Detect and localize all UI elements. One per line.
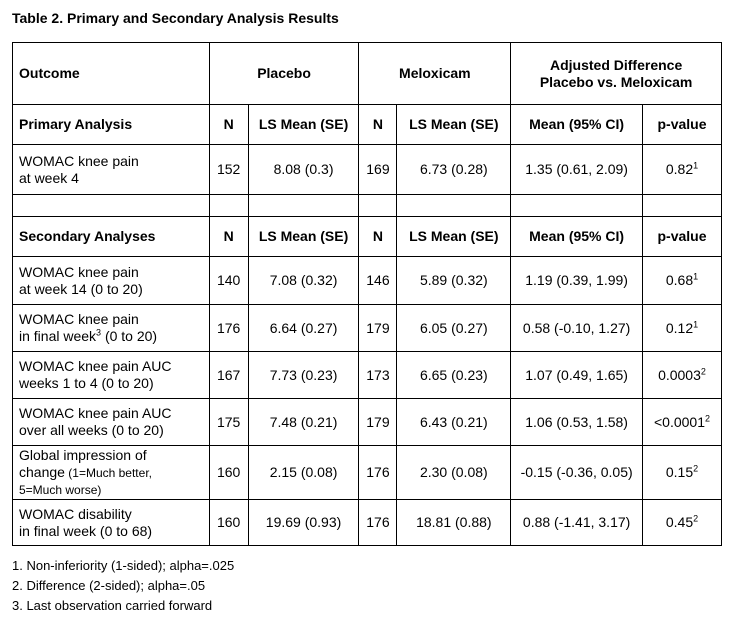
lsmean-meloxicam-cell: 6.65 (0.23) xyxy=(397,352,511,399)
n-meloxicam-cell: 179 xyxy=(359,399,397,446)
n-meloxicam-cell: 173 xyxy=(359,352,397,399)
mean-ci-cell: 0.58 (-0.10, 1.27) xyxy=(511,305,643,352)
header-row xyxy=(13,43,722,105)
lsmean-placebo-cell: 8.08 (0.3) xyxy=(248,145,359,195)
mean-ci-cell: -0.15 (-0.36, 0.05) xyxy=(511,446,643,500)
footnote: 1. Non-inferiority (1-sided); alpha=.025 xyxy=(12,558,235,573)
n-placebo-cell: 140 xyxy=(209,257,248,305)
pvalue-cell: 0.45$^2$ xyxy=(642,500,721,546)
table-row xyxy=(13,352,722,399)
table-row xyxy=(13,399,722,446)
outcome-cell: WOMAC knee pain at week 4 xyxy=(13,145,210,195)
n-placebo-cell: 152 xyxy=(209,145,248,195)
mean-ci-cell: 1.19 (0.39, 1.99) xyxy=(511,257,643,305)
pvalue-cell: 0.68$^1$ xyxy=(642,257,721,305)
table-row xyxy=(13,305,722,352)
n-placebo-cell: 160 xyxy=(209,446,248,500)
col-n-placebo: N xyxy=(209,217,248,257)
outcome-cell: WOMAC knee pain AUC weeks 1 to 4 (0 to 20) xyxy=(13,352,210,399)
pvalue-cell: 0.12$^1$ xyxy=(642,305,721,352)
col-lsmean-placebo: LS Mean (SE) xyxy=(248,217,359,257)
n-placebo-cell: 175 xyxy=(209,399,248,446)
header-meloxicam: Meloxicam xyxy=(359,43,511,105)
table-row xyxy=(13,500,722,546)
header-adjusted-line2: Placebo vs. Meloxicam xyxy=(539,73,693,90)
table-title: Table 2. Primary and Secondary Analysis Results xyxy=(12,10,339,26)
col-mean-ci: Mean (95% CI) xyxy=(511,105,643,145)
col-n-placebo: N xyxy=(209,105,248,145)
lsmean-placebo-cell: 7.73 (0.23) xyxy=(248,352,359,399)
n-placebo-cell: 167 xyxy=(209,352,248,399)
lsmean-meloxicam-cell: 6.43 (0.21) xyxy=(397,399,511,446)
col-n-meloxicam: N xyxy=(359,217,397,257)
results-table xyxy=(12,42,722,546)
lsmean-placebo-cell: 2.15 (0.08) xyxy=(248,446,359,500)
col-lsmean-meloxicam: LS Mean (SE) xyxy=(397,105,511,145)
table-row xyxy=(13,446,722,500)
n-meloxicam-cell: 179 xyxy=(359,305,397,352)
primary-analysis-label: Primary Analysis xyxy=(13,105,210,145)
col-pvalue: p-value xyxy=(642,105,721,145)
table-row xyxy=(13,257,722,305)
col-pvalue: p-value xyxy=(642,217,721,257)
pvalue-cell: 0.0003$^2$ xyxy=(642,352,721,399)
col-n-meloxicam: N xyxy=(359,105,397,145)
header-adjusted-line1: Adjusted Difference xyxy=(549,56,683,73)
header-outcome: Outcome xyxy=(13,43,210,105)
lsmean-placebo-cell: 6.64 (0.27) xyxy=(248,305,359,352)
pvalue-cell: 0.82$^1$ xyxy=(642,145,721,195)
outcome-cell: WOMAC knee pain in final week$^3$ (0 to 20) xyxy=(13,305,210,352)
lsmean-meloxicam-cell: 6.73 (0.28) xyxy=(397,145,511,195)
footnote: 3. Last observation carried forward xyxy=(12,598,213,613)
n-placebo-cell: 160 xyxy=(209,500,248,546)
footnotes xyxy=(12,556,234,616)
col-lsmean-meloxicam: LS Mean (SE) xyxy=(397,217,511,257)
lsmean-placebo-cell: 7.08 (0.32) xyxy=(248,257,359,305)
mean-ci-cell: 0.88 (-1.41, 3.17) xyxy=(511,500,643,546)
table-row xyxy=(13,145,722,195)
outcome-cell: WOMAC disability in final week (0 to 68) xyxy=(13,500,210,546)
primary-subheader-row xyxy=(13,105,722,145)
n-meloxicam-cell: 169 xyxy=(359,145,397,195)
spacer-row xyxy=(13,195,722,217)
outcome-cell: WOMAC knee pain at week 14 (0 to 20) xyxy=(13,257,210,305)
col-mean-ci: Mean (95% CI) xyxy=(511,217,643,257)
n-placebo-cell: 176 xyxy=(209,305,248,352)
lsmean-placebo-cell: 7.48 (0.21) xyxy=(248,399,359,446)
secondary-subheader-row xyxy=(13,217,722,257)
n-meloxicam-cell: 176 xyxy=(359,446,397,500)
outcome-cell: Global impression of change (1=Much better, 5=Much worse) xyxy=(13,446,210,500)
secondary-analyses-label: Secondary Analyses xyxy=(13,217,210,257)
pvalue-cell: 0.15$^2$ xyxy=(642,446,721,500)
mean-ci-cell: 1.35 (0.61, 2.09) xyxy=(511,145,643,195)
pvalue-cell: $<0.0001^2$ xyxy=(642,399,721,446)
lsmean-placebo-cell: 19.69 (0.93) xyxy=(248,500,359,546)
outcome-cell: WOMAC knee pain AUC over all weeks (0 to 20) xyxy=(13,399,210,446)
lsmean-meloxicam-cell: 5.89 (0.32) xyxy=(397,257,511,305)
lsmean-meloxicam-cell: 2.30 (0.08) xyxy=(397,446,511,500)
mean-ci-cell: 1.06 (0.53, 1.58) xyxy=(511,399,643,446)
lsmean-meloxicam-cell: 18.81 (0.88) xyxy=(397,500,511,546)
mean-ci-cell: 1.07 (0.49, 1.65) xyxy=(511,352,643,399)
footnote: 2. Difference (2-sided); alpha=.05 xyxy=(12,578,206,593)
header-placebo: Placebo xyxy=(209,43,359,105)
header-adjusted-difference xyxy=(511,43,722,105)
n-meloxicam-cell: 146 xyxy=(359,257,397,305)
col-lsmean-placebo: LS Mean (SE) xyxy=(248,105,359,145)
n-meloxicam-cell: 176 xyxy=(359,500,397,546)
lsmean-meloxicam-cell: 6.05 (0.27) xyxy=(397,305,511,352)
